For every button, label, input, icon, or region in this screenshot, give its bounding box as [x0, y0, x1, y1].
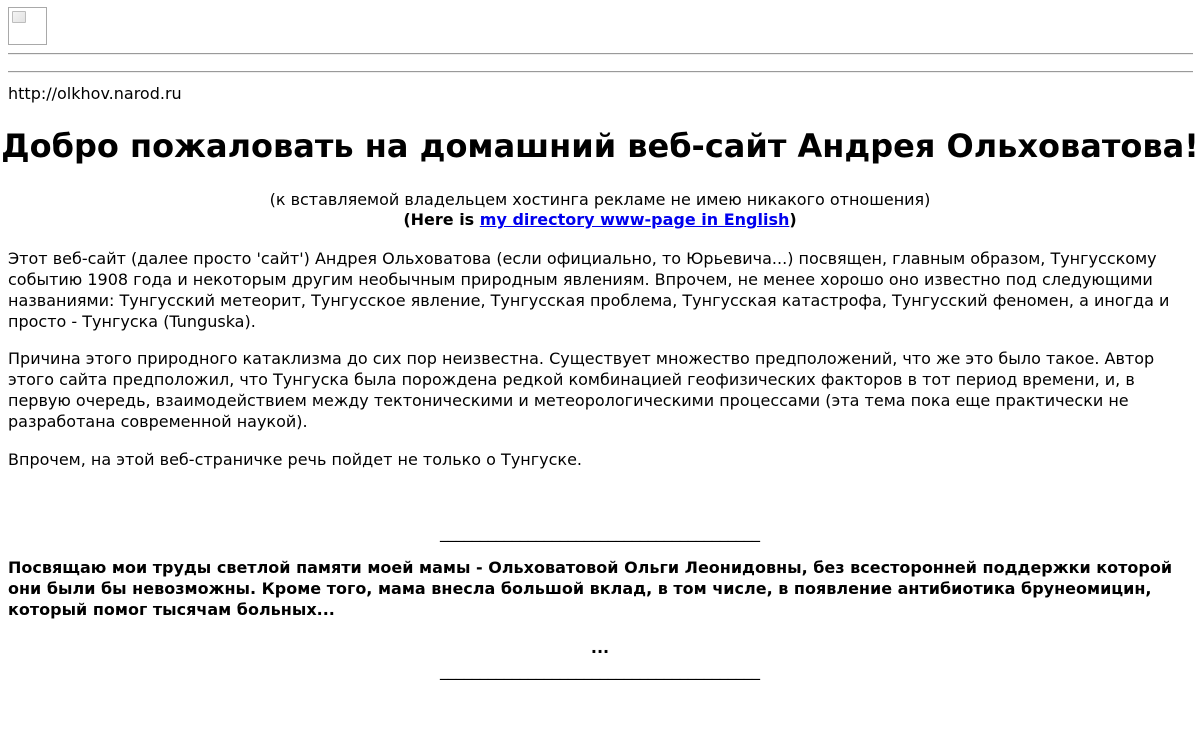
hosting-note-block — [0, 190, 1200, 230]
separator-line-bottom: ________________________________________ — [440, 661, 760, 680]
intro-paragraph: Этот веб-сайт (далее просто 'сайт') Андрея Ольховатова (если официально, то Юрьевича...) посвящен, главным образом, Тунгусскому событию 1908 года и некоторым другим необычным природным явлениям. Впрочем, не менее хорошо оно известно под следующими названиями: Тунгусский метеорит, Тунгусское явление, Тунгусская проблема, Тунгусская катастрофа, Тунгусский феномен, а иногда и просто - Тунгуска (Tunguska). — [8, 249, 1170, 331]
horizontal-rule-second — [8, 71, 1193, 73]
cause-paragraph: Причина этого природного катаклизма до сих пор неизвестна. Существует множество предположений, что же это было такое. Автор этого сайта предположил, что Тунгуска была порождена редкой комбинацией геофизических факторов в тот период времени, и, в первую очередь, взаимодействием между тектоническими и метеорологическими процессами (эта тема пока еще практически не разработана современной наукой). — [8, 349, 1155, 431]
site-url: http://olkhov.narod.ru — [8, 84, 182, 103]
scope-paragraph: Впрочем, на этой веб-страничке речь пойдет не только о Тунгуске. — [8, 450, 583, 469]
dedication-paragraph: Посвящаю мои труды светлой памяти моей мамы - Ольховатовой Ольги Леонидовны, без всесторонней поддержки которой они были бы невозможны. Кроме того, мама внесла большой вклад, в том числе, в появление антибиотика брунеомицин, который помог тысячам больных... — [8, 558, 1173, 619]
page-title: Добро пожаловать на домашний веб-сайт Андрея Ольховатова! — [1, 127, 1199, 165]
hosting-note: (к вставляемой владельцем хостинга рекламе не имею никакого отношения) — [269, 190, 931, 209]
broken-image-icon — [8, 7, 47, 45]
horizontal-rule-top — [8, 53, 1193, 55]
english-page-line — [0, 210, 1200, 230]
english-suffix: ) — [789, 210, 797, 229]
separator-line-top: ________________________________________ — [440, 523, 760, 542]
english-prefix: (Here is — [403, 210, 480, 229]
english-page-link[interactable]: my directory www-page in English — [479, 210, 790, 229]
image-placeholder-glyph — [12, 11, 26, 23]
ellipsis-text: ... — [590, 638, 610, 657]
